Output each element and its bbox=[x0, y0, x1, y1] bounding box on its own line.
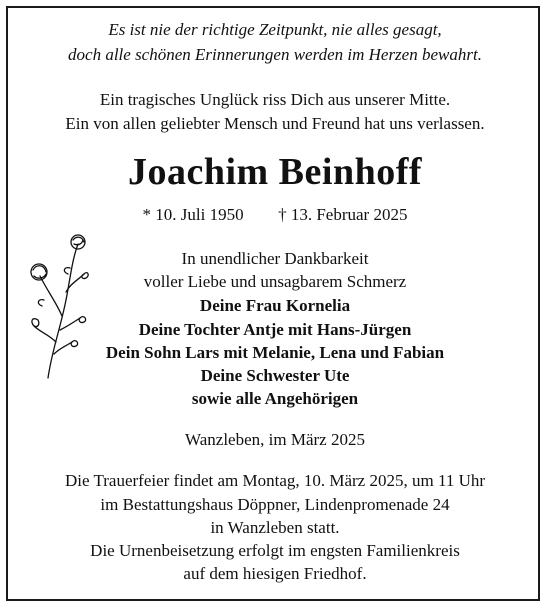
mourner-line: Dein Sohn Lars mit Melanie, Lena und Fabian bbox=[105, 343, 445, 362]
service-line: auf dem hiesigen Friedhof. bbox=[183, 564, 367, 583]
service-line: im Bestattungshaus Döppner, Lindenpromenade 24 bbox=[100, 495, 450, 514]
intro-line-2: Ein von allen geliebter Mensch und Freund hat uns verlassen. bbox=[65, 114, 485, 133]
mourner-line: Deine Frau Kornelia bbox=[199, 296, 351, 315]
mourner-line: Deine Schwester Ute bbox=[200, 366, 350, 385]
mourner-line: sowie alle Angehörigen bbox=[191, 389, 359, 408]
sentiment-line-2: voller Liebe und unsagbarem Schmerz bbox=[143, 272, 407, 291]
quote-line-1: Es ist nie der richtige Zeitpunkt, nie alles gesagt, bbox=[108, 20, 442, 39]
intro-line-1: Ein tragisches Unglück riss Dich aus unserer Mitte. bbox=[99, 90, 451, 109]
deceased-name: Joachim Beinhoff bbox=[127, 151, 423, 193]
death-date: † 13. Februar 2025 bbox=[278, 205, 408, 224]
mourner-line: Deine Tochter Antje mit Hans-Jürgen bbox=[138, 320, 412, 339]
sentiment-line-1: In unendlicher Dankbarkeit bbox=[181, 249, 369, 268]
place-date: Wanzleben, im März 2025 bbox=[185, 430, 365, 449]
service-line: in Wanzleben statt. bbox=[210, 518, 340, 537]
quote-line-2: doch alle schönen Erinnerungen werden im Herzen bewahrt. bbox=[68, 45, 482, 64]
birth-date: * 10. Juli 1950 bbox=[142, 205, 244, 224]
service-line: Die Urnenbeisetzung erfolgt im engsten Familienkreis bbox=[90, 541, 460, 560]
service-line: Die Trauerfeier findet am Montag, 10. März 2025, um 11 Uhr bbox=[64, 471, 486, 490]
life-dates bbox=[0, 205, 550, 225]
